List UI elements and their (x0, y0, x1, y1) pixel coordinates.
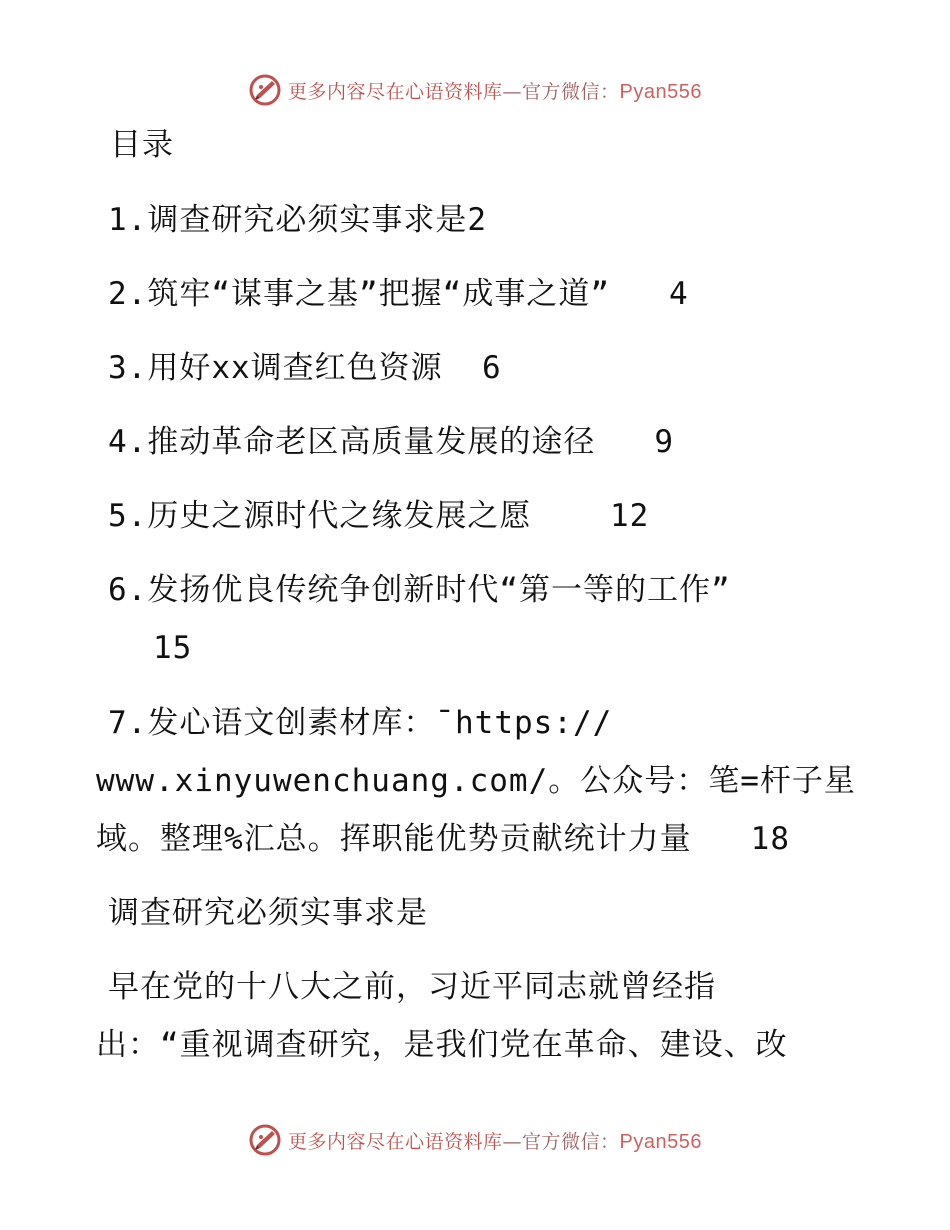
toc-item: 3.用好xx调查红色资源 6 (108, 350, 502, 386)
brand-logo-icon (248, 1123, 282, 1157)
paragraph-line: 早在党的十八大之前，习近平同志就曾经指 (108, 969, 716, 1005)
toc-title: 目录 (110, 127, 174, 163)
footer-banner (0, 1120, 950, 1160)
section-heading: 调查研究必须实事求是 (108, 895, 428, 931)
toc-item: 4.推动革命老区高质量发展的途径 9 (108, 424, 674, 460)
footer-banner-official-label: —官方微信： (502, 1130, 620, 1153)
header-banner (0, 70, 950, 110)
toc-item-continued: 域。整理%汇总。挥职能优势贡献统计力量 18 (96, 821, 790, 857)
toc-item: 1.调查研究必须实事求是2 (108, 202, 487, 238)
toc-item-page-number: 15 (153, 630, 193, 666)
header-banner-title: 更多内容尽在心语资料库 (288, 80, 503, 103)
toc-item: 7.发心语文创素材库：¯https:// (108, 705, 613, 741)
header-banner-wechat-id: Pyan556 (619, 80, 702, 103)
footer-banner-wechat-id: Pyan556 (619, 1130, 702, 1153)
header-banner-official-label: —官方微信： (502, 80, 620, 103)
toc-item-continued: www.xinyuwenchuang.com/。公众号：笔=杆子星 (96, 763, 856, 799)
toc-item: 5.历史之源时代之缘发展之愿 12 (108, 498, 650, 534)
toc-item: 2.筑牢“谋事之基”把握“成事之道” 4 (108, 276, 689, 312)
toc-item: 6.发扬优良传统争创新时代“第一等的工作” (108, 572, 731, 608)
footer-banner-text (288, 1127, 702, 1154)
header-banner-text (288, 77, 702, 104)
paragraph-line: 出：“重视调查研究，是我们党在革命、建设、改 (96, 1027, 788, 1063)
footer-banner-title: 更多内容尽在心语资料库 (288, 1130, 503, 1153)
brand-logo-icon (248, 73, 282, 107)
